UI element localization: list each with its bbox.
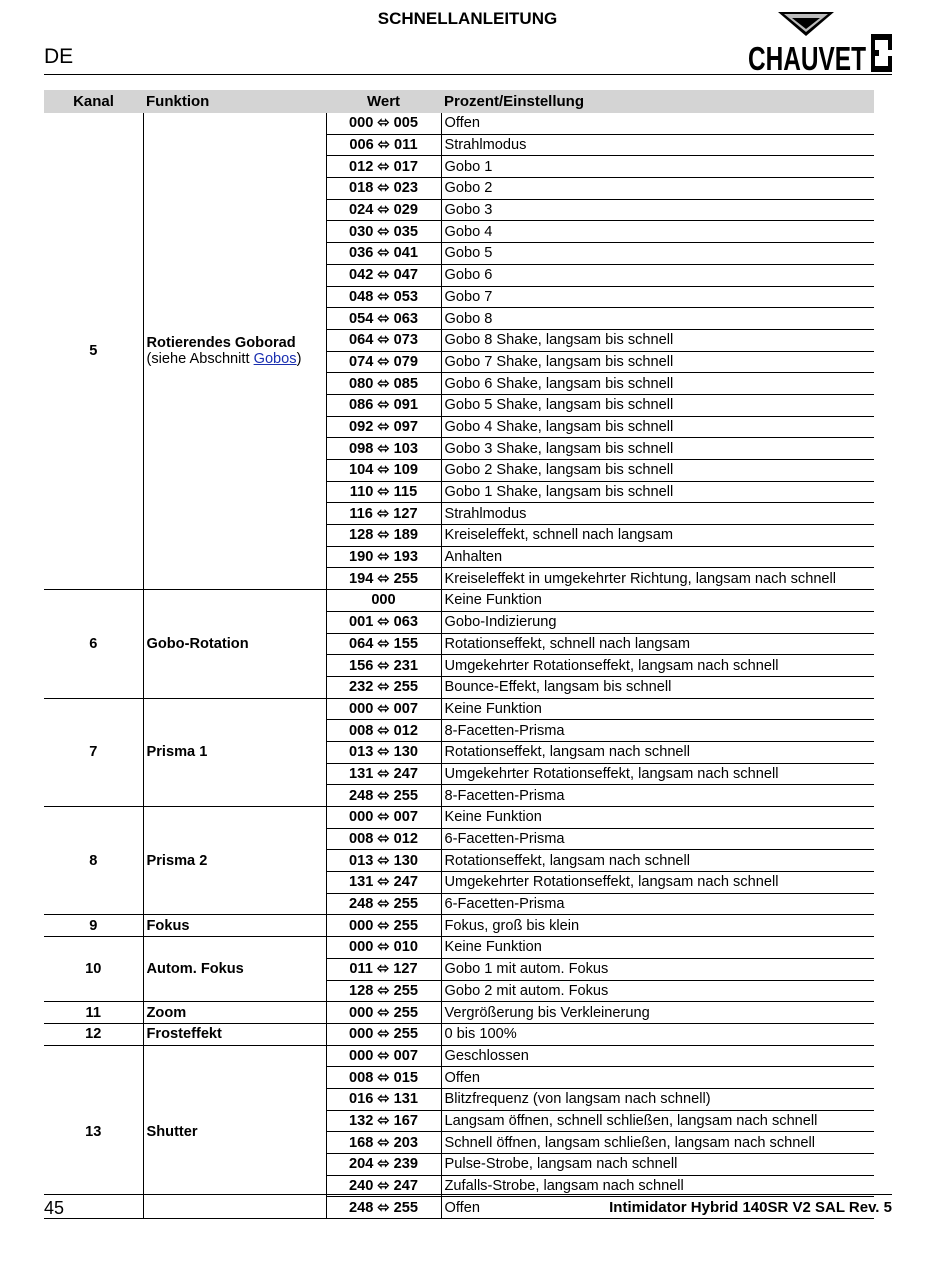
setting-description: Rotationseffekt, schnell nach langsam [441, 633, 874, 655]
table-row [44, 1045, 874, 1067]
setting-description: Rotationseffekt, langsam nach schnell [441, 741, 874, 763]
function-name: Rotierendes Goborad [146, 335, 296, 352]
dmx-value-range: 240 ⬄ 247 [326, 1175, 441, 1197]
dmx-value-range: 092 ⬄ 097 [326, 416, 441, 438]
setting-description: Gobo 1 mit autom. Fokus [441, 958, 874, 980]
function-name: Frosteffekt [146, 1026, 222, 1043]
setting-description: Schnell öffnen, langsam schließen, langsam nach schnell [441, 1132, 874, 1154]
setting-description: Strahlmodus [441, 503, 874, 525]
setting-description: Gobo 5 Shake, langsam bis schnell [441, 394, 874, 416]
setting-description: Gobo 7 Shake, langsam bis schnell [441, 351, 874, 373]
dmx-value-range: 248 ⬄ 255 [326, 785, 441, 807]
table-row [44, 915, 874, 937]
setting-description: Gobo 2 mit autom. Fokus [441, 980, 874, 1002]
dmx-value-range: 042 ⬄ 047 [326, 264, 441, 286]
setting-description: Zufalls-Strobe, langsam nach schnell [441, 1175, 874, 1197]
setting-description: Gobo 2 Shake, langsam bis schnell [441, 460, 874, 482]
table-row [44, 807, 874, 829]
dmx-value-range: 086 ⬄ 091 [326, 394, 441, 416]
page-number: 45 [44, 1198, 65, 1218]
table-row [44, 1023, 874, 1045]
table-row [44, 1002, 874, 1024]
channel-number: 12 [44, 1023, 143, 1045]
channel-number: 13 [44, 1045, 143, 1219]
dmx-value-range: 098 ⬄ 103 [326, 438, 441, 460]
channel-number: 11 [44, 1002, 143, 1024]
setting-description: Keine Funktion [441, 698, 874, 720]
channel-number: 5 [44, 113, 143, 590]
column-header-funktion: Funktion [143, 90, 326, 113]
channel-number: 8 [44, 807, 143, 915]
setting-description: Kreiseleffekt, schnell nach langsam [441, 525, 874, 547]
dmx-value-range: 132 ⬄ 167 [326, 1110, 441, 1132]
dmx-value-range: 000 ⬄ 007 [326, 1045, 441, 1067]
setting-description: Strahlmodus [441, 134, 874, 156]
setting-description: Rotationseffekt, langsam nach schnell [441, 850, 874, 872]
setting-description: Keine Funktion [441, 937, 874, 959]
dmx-value-range: 128 ⬄ 189 [326, 525, 441, 547]
dmx-value-range: 054 ⬄ 063 [326, 308, 441, 330]
function-note-suffix: ) [296, 351, 302, 368]
dmx-value-range: 013 ⬄ 130 [326, 741, 441, 763]
function-name: Prisma 1 [146, 744, 208, 761]
setting-description: Gobo 2 [441, 178, 874, 200]
dmx-value-range: 131 ⬄ 247 [326, 872, 441, 894]
dmx-value-range: 080 ⬄ 085 [326, 373, 441, 395]
footer-divider [44, 1194, 892, 1195]
language-code: DE [44, 45, 74, 68]
setting-description: Anhalten [441, 546, 874, 568]
dmx-value-range: 131 ⬄ 247 [326, 763, 441, 785]
dmx-value-range: 156 ⬄ 231 [326, 655, 441, 677]
dmx-value-range: 048 ⬄ 053 [326, 286, 441, 308]
function-cell [143, 698, 326, 806]
dmx-value-range: 016 ⬄ 131 [326, 1088, 441, 1110]
setting-description: Fokus, groß bis klein [441, 915, 874, 937]
dmx-value-range: 018 ⬄ 023 [326, 178, 441, 200]
channel-number: 6 [44, 590, 143, 698]
function-note [147, 351, 323, 367]
function-name: Zoom [146, 1004, 187, 1021]
function-cell [143, 590, 326, 698]
dmx-value-range: 116 ⬄ 127 [326, 503, 441, 525]
setting-description: Offen [441, 1067, 874, 1089]
dmx-value-range: 074 ⬄ 079 [326, 351, 441, 373]
function-cell [143, 113, 326, 590]
function-cell [143, 1045, 326, 1219]
dmx-value-range: 036 ⬄ 041 [326, 243, 441, 265]
setting-description: Umgekehrter Rotationseffekt, langsam nach schnell [441, 763, 874, 785]
table-header-row [44, 90, 874, 113]
svg-text:CHAUVET: CHAUVET [748, 40, 866, 74]
function-cell [143, 915, 326, 937]
function-name: Autom. Fokus [146, 961, 244, 978]
setting-description: Umgekehrter Rotationseffekt, langsam nach schnell [441, 872, 874, 894]
setting-description: 8-Facetten-Prisma [441, 785, 874, 807]
dmx-value-range: 013 ⬄ 130 [326, 850, 441, 872]
setting-description: Gobo 8 Shake, langsam bis schnell [441, 329, 874, 351]
dmx-value-range: 248 ⬄ 255 [326, 893, 441, 915]
setting-description: 6-Facetten-Prisma [441, 893, 874, 915]
dmx-value-range: 064 ⬄ 155 [326, 633, 441, 655]
dmx-value-range: 168 ⬄ 203 [326, 1132, 441, 1154]
setting-description: Gobo 1 Shake, langsam bis schnell [441, 481, 874, 503]
table-row [44, 937, 874, 959]
product-model: Intimidator Hybrid 140SR V2 SAL Rev. 5 [609, 1199, 892, 1216]
dmx-value-range: 000 ⬄ 010 [326, 937, 441, 959]
dmx-channel-table [44, 90, 874, 1219]
setting-description: Gobo 5 [441, 243, 874, 265]
column-header-prozent: Prozent/Einstellung [441, 90, 874, 113]
setting-description: Bounce-Effekt, langsam bis schnell [441, 676, 874, 698]
dmx-value-range: 190 ⬄ 193 [326, 546, 441, 568]
dmx-value-range: 000 ⬄ 007 [326, 807, 441, 829]
function-name: Gobo-Rotation [146, 635, 249, 652]
dmx-value-range: 000 ⬄ 007 [326, 698, 441, 720]
table-body [44, 113, 874, 1219]
setting-description: Kreiseleffekt in umgekehrter Richtung, langsam nach schnell [441, 568, 874, 590]
setting-description: Gobo 3 [441, 199, 874, 221]
setting-description: Gobo 7 [441, 286, 874, 308]
header-divider [44, 74, 892, 75]
dmx-value-range: 008 ⬄ 012 [326, 720, 441, 742]
setting-description: 6-Facetten-Prisma [441, 828, 874, 850]
dmx-value-range: 011 ⬄ 127 [326, 958, 441, 980]
setting-description: Offen [441, 1197, 874, 1219]
setting-description: Gobo-Indizierung [441, 611, 874, 633]
channel-number: 10 [44, 937, 143, 1002]
setting-description: Langsam öffnen, schnell schließen, langsam nach schnell [441, 1110, 874, 1132]
dmx-value-range: 000 ⬄ 255 [326, 1023, 441, 1045]
setting-description: Offen [441, 113, 874, 134]
dmx-value-range: 110 ⬄ 115 [326, 481, 441, 503]
dmx-value-range: 000 [326, 590, 441, 612]
channel-number: 9 [44, 915, 143, 937]
setting-description: Gobo 4 [441, 221, 874, 243]
dmx-value-range: 194 ⬄ 255 [326, 568, 441, 590]
dmx-value-range: 000 ⬄ 005 [326, 113, 441, 134]
dmx-value-range: 008 ⬄ 015 [326, 1067, 441, 1089]
setting-description: Gobo 1 [441, 156, 874, 178]
dmx-value-range: 128 ⬄ 255 [326, 980, 441, 1002]
setting-description: Umgekehrter Rotationseffekt, langsam nach schnell [441, 655, 874, 677]
dmx-value-range: 064 ⬄ 073 [326, 329, 441, 351]
function-cell [143, 937, 326, 1002]
column-header-kanal: Kanal [44, 90, 143, 113]
dmx-value-range: 024 ⬄ 029 [326, 199, 441, 221]
chauvet-dj-logo [748, 10, 894, 74]
dmx-value-range: 008 ⬄ 012 [326, 828, 441, 850]
column-header-wert: Wert [326, 90, 441, 113]
setting-description: 8-Facetten-Prisma [441, 720, 874, 742]
setting-description: Pulse-Strobe, langsam nach schnell [441, 1154, 874, 1176]
setting-description: Gobo 6 [441, 264, 874, 286]
setting-description: Gobo 4 Shake, langsam bis schnell [441, 416, 874, 438]
function-cell [143, 1023, 326, 1045]
dmx-value-range: 232 ⬄ 255 [326, 676, 441, 698]
function-note-prefix: (siehe Abschnitt [146, 351, 254, 368]
function-name: Shutter [146, 1123, 198, 1140]
dmx-value-range: 001 ⬄ 063 [326, 611, 441, 633]
function-cell [143, 1002, 326, 1024]
dmx-value-range: 006 ⬄ 011 [326, 134, 441, 156]
page-title: SCHNELLANLEITUNG [377, 9, 558, 28]
dmx-value-range: 000 ⬄ 255 [326, 915, 441, 937]
setting-description: Vergrößerung bis Verkleinerung [441, 1002, 874, 1024]
setting-description: Geschlossen [441, 1045, 874, 1067]
table-row [44, 590, 874, 612]
setting-description: 0 bis 100% [441, 1023, 874, 1045]
dmx-value-range: 248 ⬄ 255 [326, 1197, 441, 1219]
function-name: Fokus [146, 917, 190, 934]
setting-description: Blitzfrequenz (von langsam nach schnell) [441, 1088, 874, 1110]
dmx-value-range: 012 ⬄ 017 [326, 156, 441, 178]
function-name: Prisma 2 [146, 852, 208, 869]
setting-description: Gobo 3 Shake, langsam bis schnell [441, 438, 874, 460]
dmx-value-range: 104 ⬄ 109 [326, 460, 441, 482]
setting-description: Gobo 6 Shake, langsam bis schnell [441, 373, 874, 395]
channel-number: 7 [44, 698, 143, 806]
table-row [44, 113, 874, 134]
gobos-section-link[interactable]: Gobos [253, 351, 297, 368]
dmx-value-range: 030 ⬄ 035 [326, 221, 441, 243]
function-cell [143, 807, 326, 915]
setting-description: Keine Funktion [441, 590, 874, 612]
table-row [44, 698, 874, 720]
setting-description: Gobo 8 [441, 308, 874, 330]
dmx-value-range: 000 ⬄ 255 [326, 1002, 441, 1024]
setting-description: Keine Funktion [441, 807, 874, 829]
dmx-value-range: 204 ⬄ 239 [326, 1154, 441, 1176]
